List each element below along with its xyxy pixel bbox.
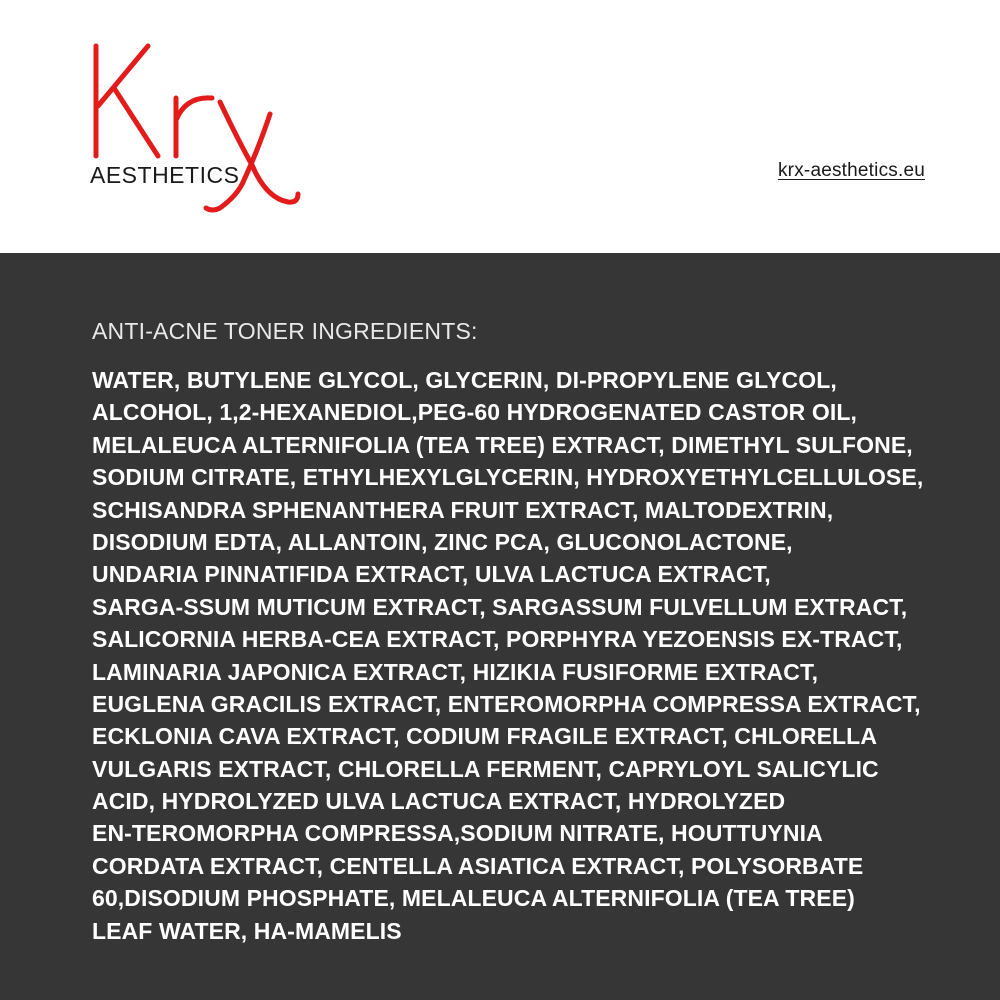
ingredients-line: EUGLENA GRACILIS EXTRACT, ENTEROMORPHA COMPRESSA EXTRACT, <box>92 690 921 717</box>
ingredients-line: 60,DISODIUM PHOSPHATE, MELALEUCA ALTERNIFOLIA (TEA TREE) <box>92 885 855 912</box>
ingredients-line: CORDATA EXTRACT, CENTELLA ASIATICA EXTRACT, POLYSORBATE <box>92 852 864 879</box>
website-link[interactable]: krx-aesthetics.eu <box>777 160 925 181</box>
ingredients-line: SALICORNIA HERBA-CEA EXTRACT, PORPHYRA YEZOENSIS EX-TRACT, <box>92 626 903 653</box>
ingredients-line: EN-TEROMORPHA COMPRESSA,SODIUM NITRATE, HOUTTUYNIA <box>92 820 823 847</box>
ingredients-line: LAMINARIA JAPONICA EXTRACT, HIZIKIA FUSIFORME EXTRACT, <box>92 658 819 685</box>
ingredients-line: LEAF WATER, HA-MAMELIS <box>92 917 402 944</box>
krx-logo-graphic <box>88 40 308 220</box>
ingredients-line: MELALEUCA ALTERNIFOLIA (TEA TREE) EXTRACT, DIMETHYL SULFONE, <box>92 431 913 458</box>
logo-subtitle: AESTHETICS <box>90 162 240 188</box>
ingredients-line: WATER, BUTYLENE GLYCOL, GLYCERIN, DI-PROPYLENE GLYCOL, <box>92 367 837 393</box>
brand-logo[interactable] <box>88 40 308 220</box>
header <box>0 0 1000 253</box>
ingredients-line: UNDARIA PINNATIFIDA EXTRACT, ULVA LACTUCA EXTRACT, <box>92 561 771 588</box>
ingredients-line: SARGA-SSUM MUTICUM EXTRACT, SARGASSUM FULVELLUM EXTRACT, <box>92 593 908 620</box>
ingredients-line: DISODIUM EDTA, ALLANTOIN, ZINC PCA, GLUCONOLACTONE, <box>92 528 793 555</box>
ingredients-heading: ANTI-ACNE TONER INGREDIENTS: <box>92 318 478 344</box>
ingredients-line: SCHISANDRA SPHENANTHERA FRUIT EXTRACT, MALTODEXTRIN, <box>92 496 834 523</box>
ingredients-line: ACID, HYDROLYZED ULVA LACTUCA EXTRACT, HYDROLYZED <box>92 788 786 815</box>
ingredients-list <box>92 364 972 947</box>
ingredients-line: VULGARIS EXTRACT, CHLORELLA FERMENT, CAPRYLOYL SALICYLIC <box>92 755 879 782</box>
ingredients-line: ECKLONIA CAVA EXTRACT, CODIUM FRAGILE EXTRACT, CHLORELLA <box>92 723 878 750</box>
ingredients-line: ALCOHOL, 1,2-HEXANEDIOL,PEG-60 HYDROGENATED CASTOR OIL, <box>92 399 858 426</box>
ingredients-line: SODIUM CITRATE, ETHYLHEXYLGLYCERIN, HYDROXYETHYLCELLULOSE, <box>92 464 924 491</box>
